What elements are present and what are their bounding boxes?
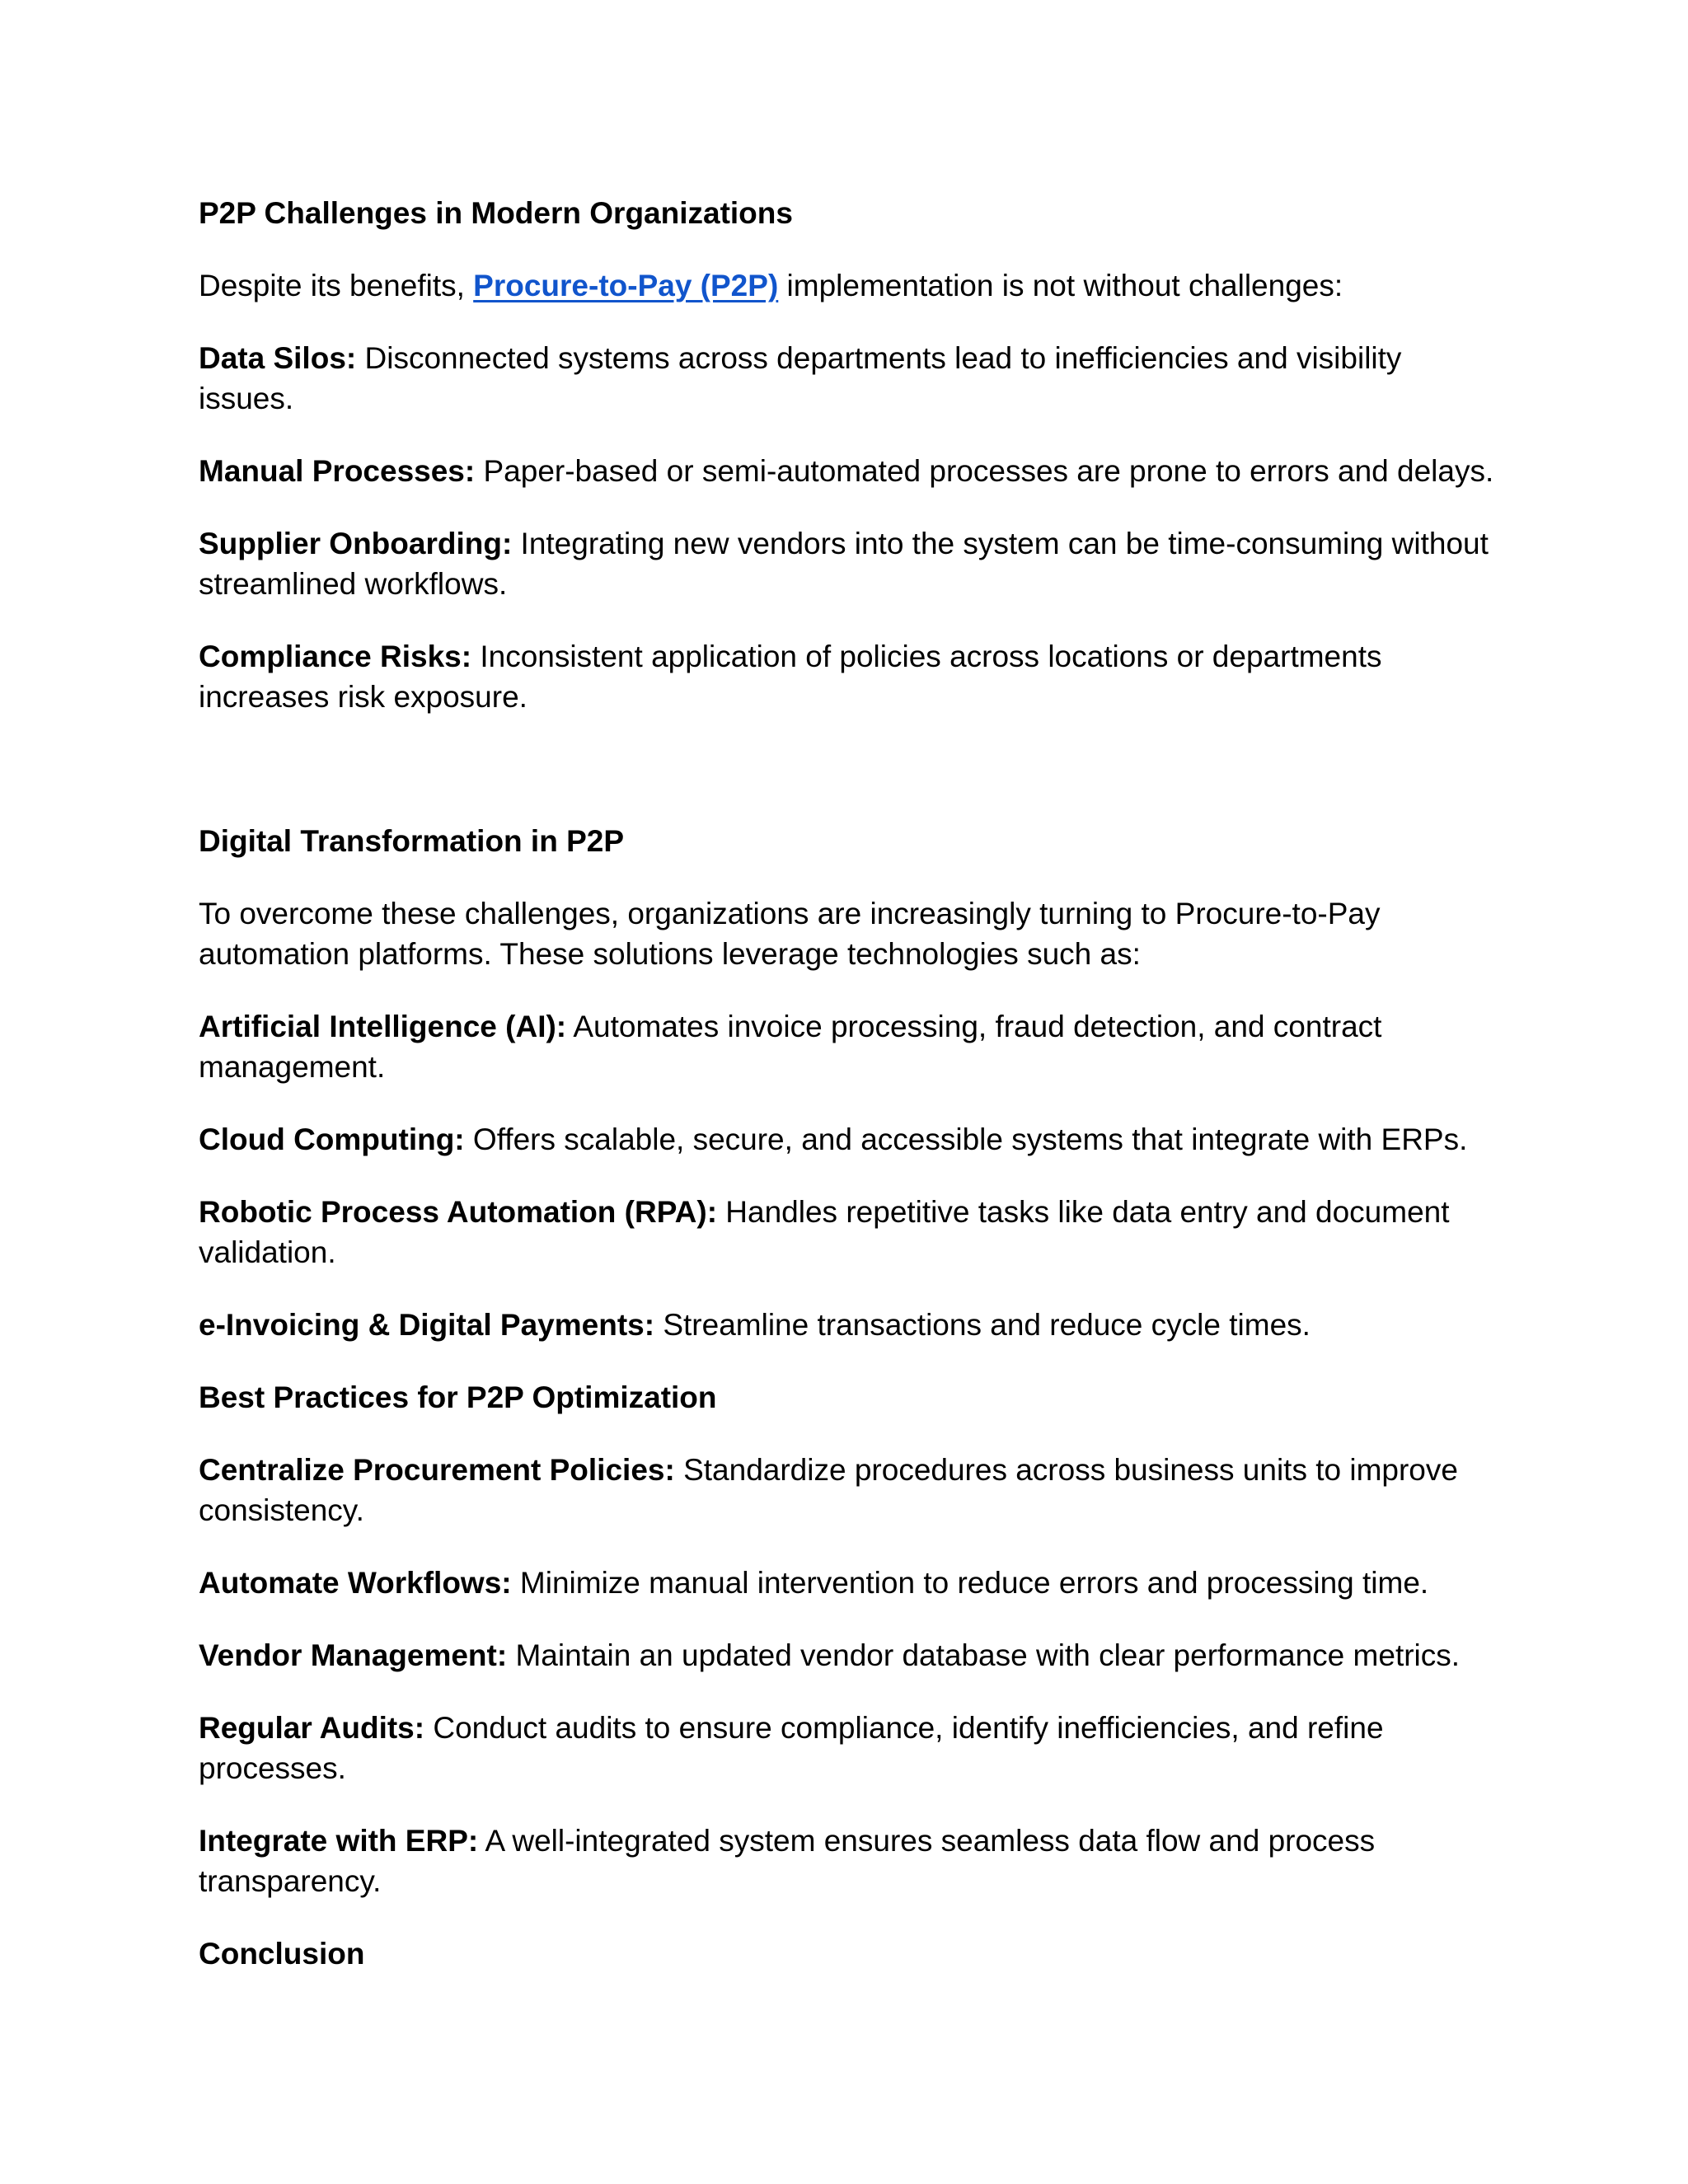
intro-text-before: Despite its benefits, <box>199 269 474 302</box>
item-text: Paper-based or semi-automated processes are prone to errors and delays. <box>475 454 1494 488</box>
item-term: Compliance Risks: <box>199 640 472 673</box>
tech-item-rpa <box>199 1192 1501 1272</box>
item-text: Standardize procedures across business units to improve consistency. <box>199 1453 1458 1527</box>
tech-item-cloud-computing <box>199 1119 1501 1160</box>
section-heading-challenges: P2P Challenges in Modern Organizations <box>199 196 793 230</box>
item-term: Supplier Onboarding: <box>199 527 513 560</box>
challenge-item-manual-processes <box>199 451 1501 491</box>
item-text: Conduct audits to ensure compliance, identify inefficiencies, and refine processes. <box>199 1711 1384 1785</box>
item-text: A well-integrated system ensures seamless data flow and process transparency. <box>199 1824 1376 1898</box>
item-term: e-Invoicing & Digital Payments: <box>199 1308 655 1342</box>
section-heading-best-practices: Best Practices for P2P Optimization <box>199 1380 717 1414</box>
item-text: Offers scalable, secure, and accessible systems that integrate with ERPs. <box>464 1122 1468 1156</box>
section-heading-digital-transformation: Digital Transformation in P2P <box>199 824 625 858</box>
item-term: Vendor Management: <box>199 1638 508 1672</box>
item-text: Inconsistent application of policies across locations or departments increases risk exposure. <box>199 640 1382 714</box>
digital-transformation-intro: To overcome these challenges, organizations are increasingly turning to Procure-to-Pay automation platforms. These solutions leverage technologies such as: <box>199 897 1381 971</box>
item-term: Automate Workflows: <box>199 1566 512 1600</box>
intro-text-after: implementation is not without challenges: <box>778 269 1343 302</box>
item-term: Centralize Procurement Policies: <box>199 1453 675 1487</box>
item-text: Automates invoice processing, fraud detection, and contract management. <box>199 1010 1382 1084</box>
item-term: Integrate with ERP: <box>199 1824 479 1858</box>
section-heading-conclusion: Conclusion <box>199 1937 365 1971</box>
item-text: Handles repetitive tasks like data entry and document validation. <box>199 1195 1450 1269</box>
item-term: Manual Processes: <box>199 454 476 488</box>
challenges-intro <box>199 265 1501 306</box>
item-term: Regular Audits: <box>199 1711 425 1745</box>
challenge-item-compliance-risks <box>199 636 1501 717</box>
item-text: Minimize manual intervention to reduce errors and processing time. <box>511 1566 1429 1600</box>
challenge-item-supplier-onboarding <box>199 523 1501 604</box>
tech-item-ai <box>199 1006 1501 1087</box>
practice-item-integrate-erp <box>199 1821 1501 1901</box>
challenge-item-data-silos <box>199 338 1501 419</box>
item-term: Artificial Intelligence (AI): <box>199 1010 567 1043</box>
practice-item-automate-workflows <box>199 1563 1501 1603</box>
item-text: Maintain an updated vendor database with clear performance metrics. <box>507 1638 1461 1672</box>
item-text: Streamline transactions and reduce cycle times. <box>654 1308 1311 1342</box>
practice-item-vendor-management <box>199 1635 1501 1675</box>
item-term: Robotic Process Automation (RPA): <box>199 1195 718 1229</box>
practice-item-centralize-policies <box>199 1450 1501 1530</box>
item-text: Integrating new vendors into the system can be time-consuming without streamlined workflows. <box>199 527 1489 601</box>
document-page <box>199 0 1501 2184</box>
tech-item-e-invoicing <box>199 1305 1501 1345</box>
item-text: Disconnected systems across departments lead to inefficiencies and visibility issues. <box>199 341 1402 415</box>
procure-to-pay-link[interactable]: Procure-to-Pay (P2P) <box>473 269 779 302</box>
item-term: Data Silos: <box>199 341 357 375</box>
practice-item-regular-audits <box>199 1708 1501 1788</box>
item-term: Cloud Computing: <box>199 1122 465 1156</box>
